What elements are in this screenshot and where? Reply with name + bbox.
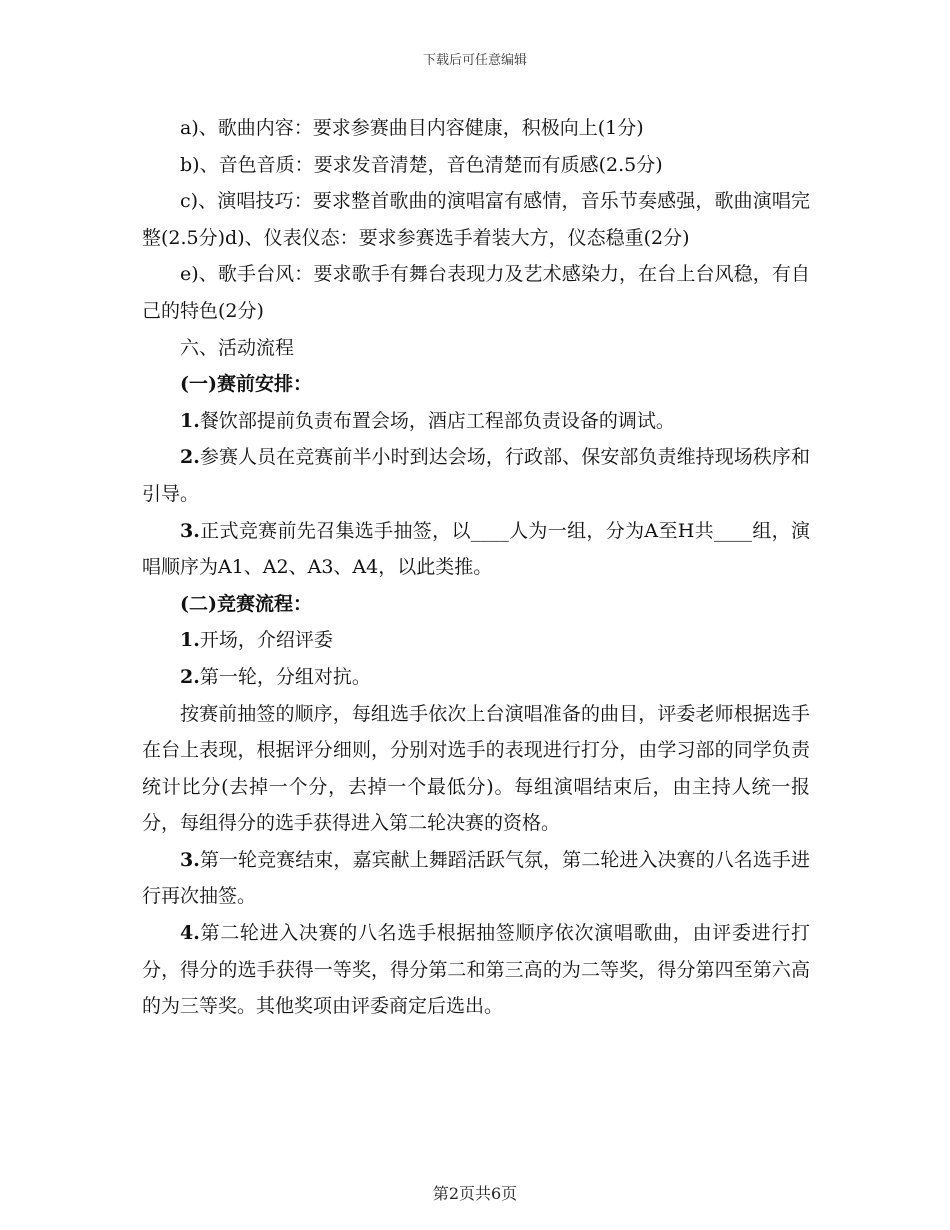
list-item (142, 915, 810, 1025)
section-heading-activity-flow: 六、活动流程 (180, 336, 295, 359)
item-number: 2. (180, 665, 200, 688)
item-number: 1. (180, 629, 200, 652)
list-item (142, 439, 810, 512)
paragraph-first-round: 按赛前抽签的顺序，每组选手依次上台演唱准备的曲目，评委老师根据选手在台上表现，根据评分细则，分别对选手的表现进行打分，由学习部的同学负责统计比分(去掉一个分，去掉一个最低分)。每组演唱结束后，由主持人统一报分，每组得分的选手获得进入第二轮决赛的资格。 (142, 702, 810, 835)
document-body (142, 110, 810, 1025)
item-number: 3. (180, 848, 200, 871)
subheading-pre-contest: (一)赛前安排： (180, 373, 312, 396)
list-item (142, 622, 810, 659)
paragraph-stage-style: e)、歌手台风：要求歌手有舞台表现力及艺术感染力，在台上台风稳，有自己的特色(2分) (142, 263, 810, 322)
paragraph-singing-skill: c)、演唱技巧：要求整首歌曲的演唱富有感情，音乐节奏感强，歌曲演唱完整(2.5分)d)、仪表仪态：要求参赛选手着装大方，仪态稳重(2分) (142, 190, 810, 249)
item-number: 3. (180, 519, 200, 542)
subheading-contest-flow: (二)竞赛流程： (180, 592, 312, 615)
item-text: 第一轮竞赛结束，嘉宾献上舞蹈活跃气氛，第二轮进入决赛的八名选手进行再次抽签。 (142, 848, 810, 908)
list-item (142, 659, 810, 696)
page-header: 下载后可任意编辑 (422, 53, 527, 68)
item-text: 餐饮部提前负责布置会场，酒店工程部负责设备的调试。 (199, 409, 675, 432)
item-number: 4. (180, 922, 200, 945)
list-item (142, 403, 810, 440)
page-footer: 第2页共6页 (432, 1184, 518, 1203)
paragraph-timbre: b)、音色音质：要求发音清楚，音色清楚而有质感(2.5分) (180, 153, 663, 176)
item-number: 2. (180, 446, 200, 469)
paragraph-song-content: a)、歌曲内容：要求参赛曲目内容健康，积极向上(1分) (180, 117, 644, 139)
item-text: 正式竞赛前先召集选手抽签，以____人为一组，分为A至H共____组，演唱顺序为A1、A2、A3、A4，以此类推。 (142, 519, 810, 579)
item-text: 第二轮进入决赛的八名选手根据抽签顺序依次演唱歌曲，由评委进行打分，得分的选手获得一等奖，得分第二和第三高的为二等奖，得分第四至第六高的为三等奖。其他奖项由评委商定后选出。 (142, 922, 810, 1018)
item-number: 1. (180, 409, 200, 432)
item-text: 开场，介绍评委 (199, 629, 333, 652)
item-text: 参赛人员在竞赛前半小时到达会场，行政部、保安部负责维持现场秩序和引导。 (142, 446, 810, 505)
list-item (142, 513, 810, 586)
list-item (142, 842, 810, 915)
item-text: 第一轮，分组对抗。 (199, 665, 371, 688)
